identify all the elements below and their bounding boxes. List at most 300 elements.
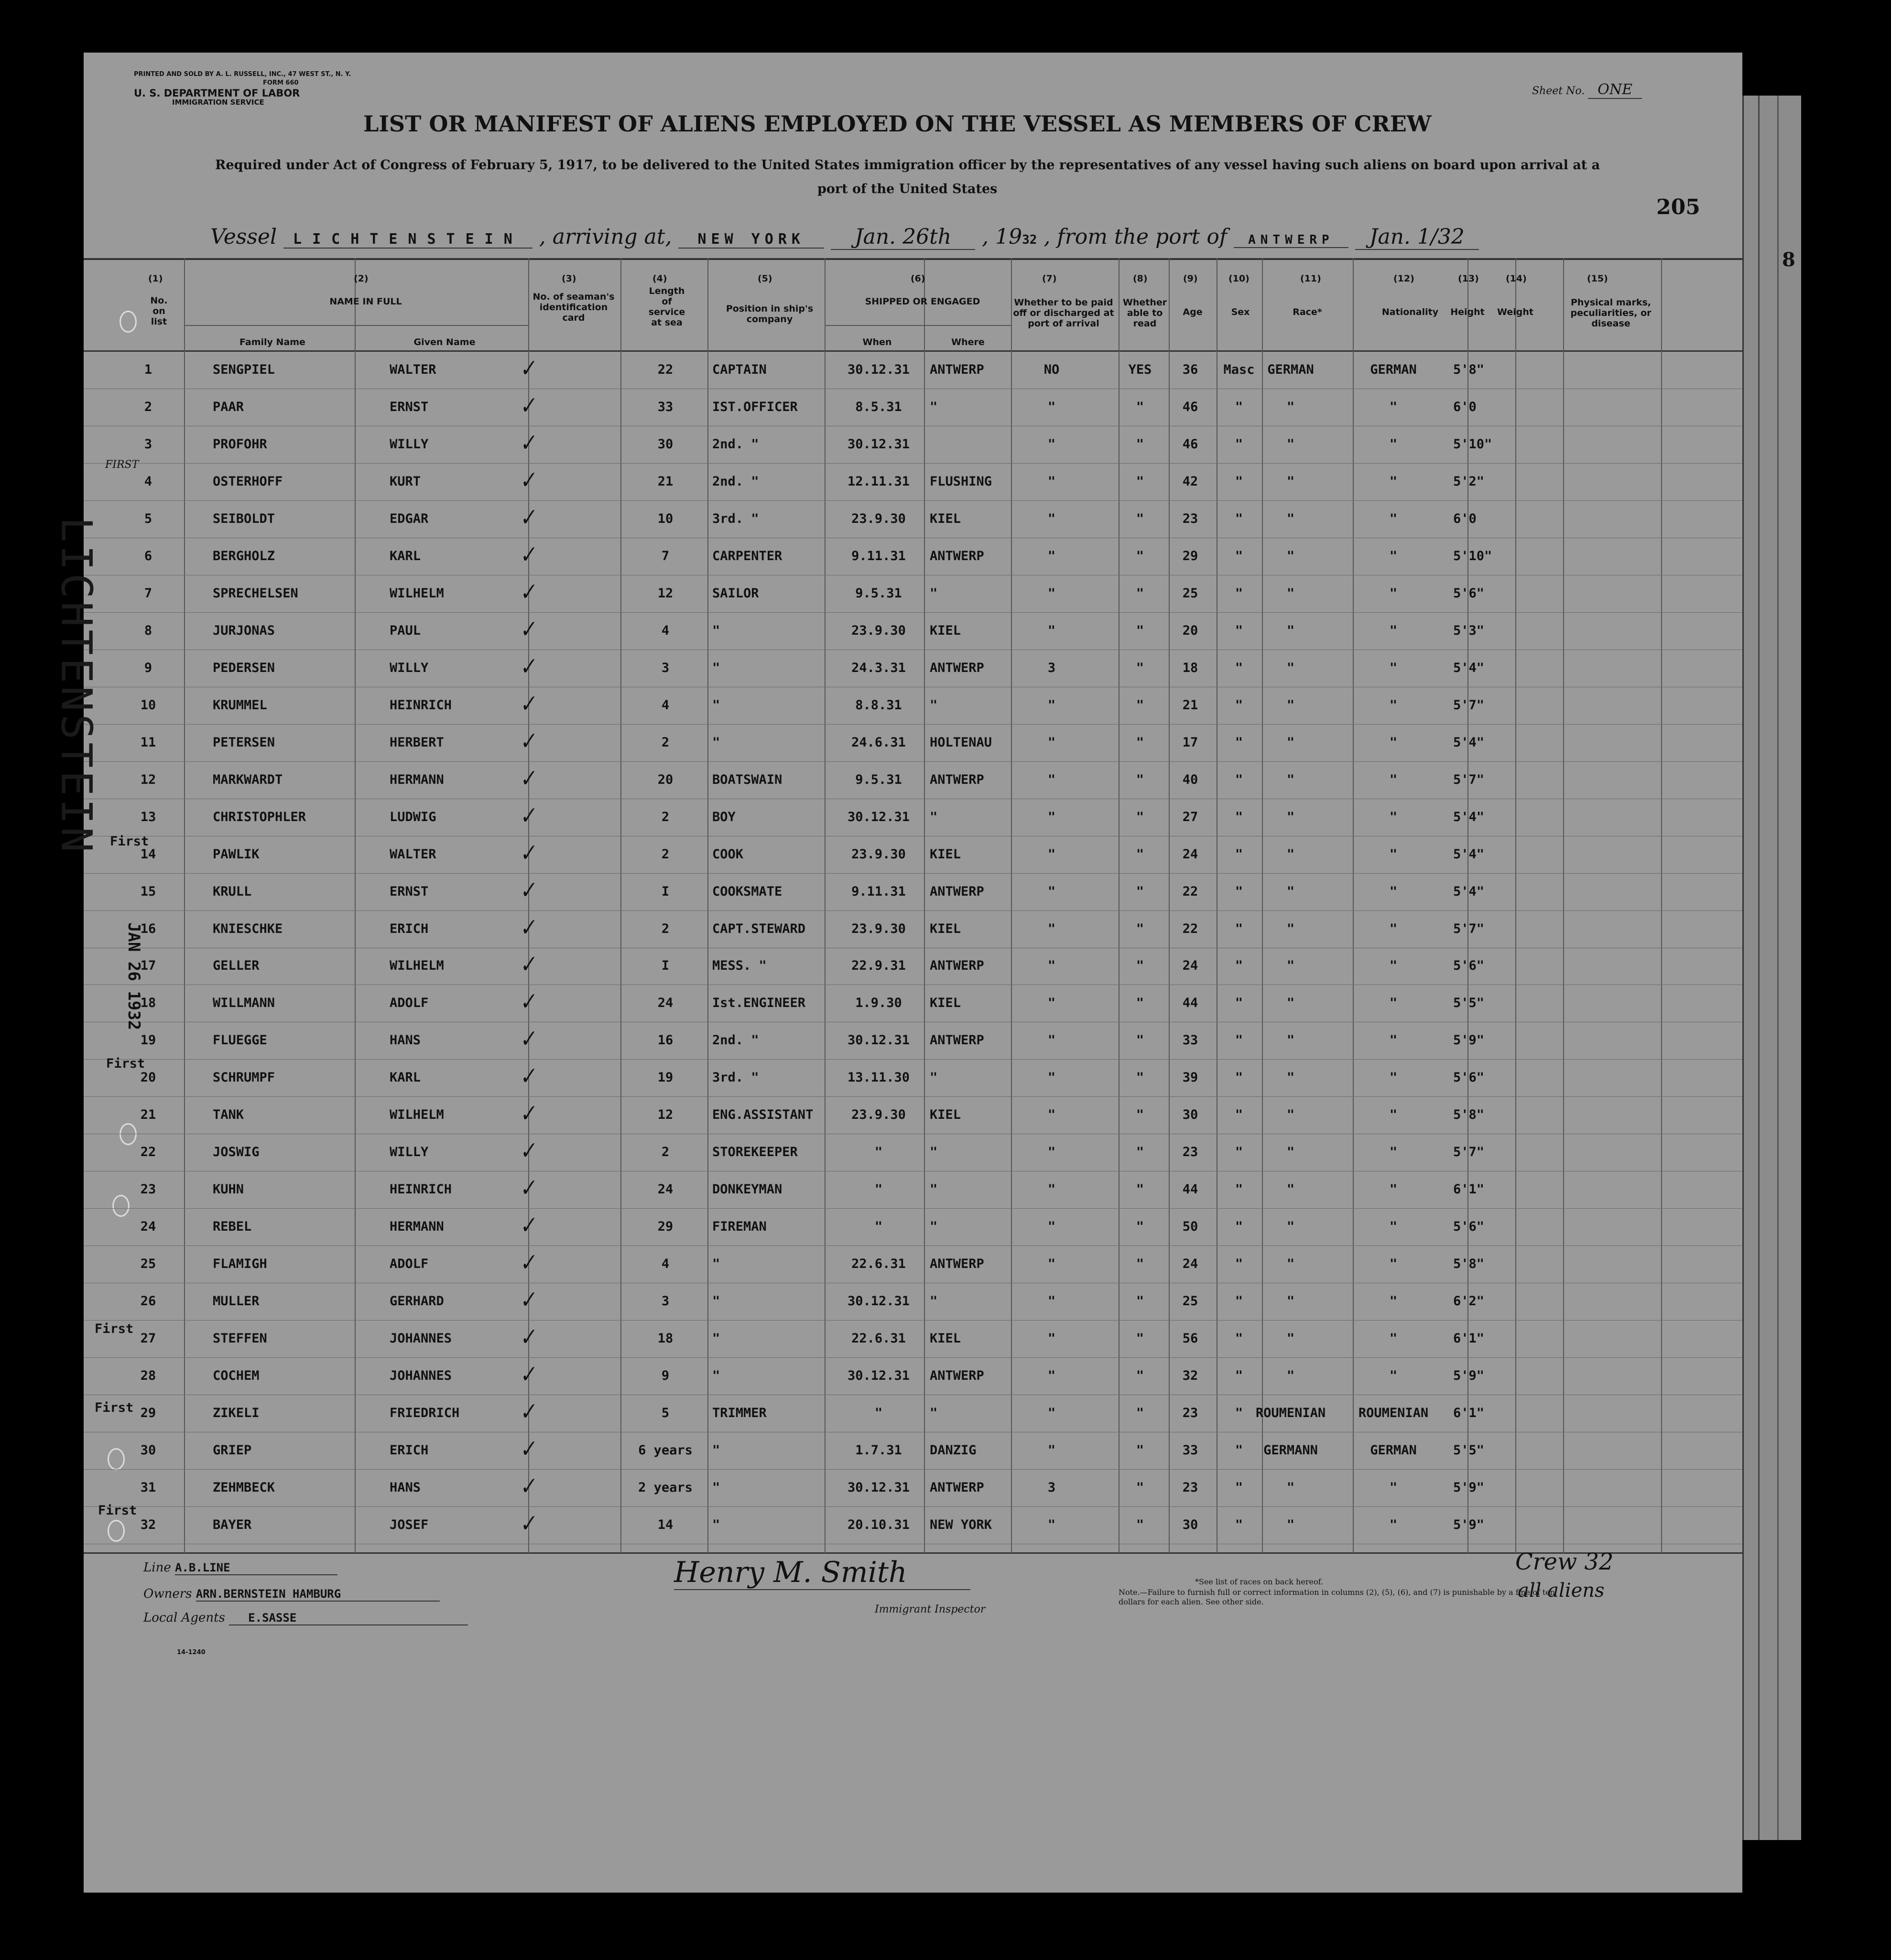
position: 3rd. "	[712, 1070, 759, 1085]
race: "	[1286, 623, 1295, 638]
header-where: Where	[951, 337, 985, 347]
shipped-where: KIEL	[930, 511, 961, 526]
checkmark-icon: ✓	[516, 1398, 539, 1426]
nationality: "	[1389, 1331, 1398, 1346]
shipped-where: ANTWERP	[930, 1480, 984, 1495]
shipped-where: "	[930, 1294, 938, 1309]
vessel-name: LICHTENSTEIN	[283, 231, 533, 249]
header-no-on-list: No. on list	[150, 295, 168, 327]
checkmark-icon: ✓	[516, 1249, 539, 1277]
row-rule	[84, 724, 1742, 725]
sex: "	[1235, 399, 1243, 414]
checkmark-icon: ✓	[516, 1473, 539, 1501]
age: 23	[1182, 1406, 1198, 1421]
row-rule	[84, 1059, 1742, 1060]
checkmark-icon: ✓	[516, 1026, 539, 1053]
family-name: GRIEP	[213, 1443, 252, 1458]
race: "	[1286, 436, 1295, 452]
family-name: BAYER	[213, 1517, 252, 1533]
checkmark-icon: ✓	[516, 839, 539, 867]
able-to-read: "	[1136, 436, 1144, 452]
col-rule	[1262, 258, 1263, 1553]
paid-off: "	[1047, 772, 1056, 787]
checkmark-icon: ✓	[516, 802, 539, 830]
checkmark-icon: ✓	[516, 1063, 539, 1091]
paid-off: "	[1047, 474, 1056, 489]
able-to-read: "	[1136, 548, 1144, 563]
shipped-where: ANTWERP	[930, 958, 984, 974]
sex: "	[1235, 1443, 1243, 1458]
col-rule	[1467, 258, 1468, 1553]
service-length: 19	[657, 1070, 674, 1085]
header-age: Age	[1183, 307, 1203, 317]
shipped-when: 30.12.31	[847, 809, 910, 824]
sex: "	[1235, 585, 1243, 601]
nationality: "	[1389, 1368, 1398, 1384]
height: 5'4"	[1453, 735, 1485, 750]
year-value: 32	[1022, 233, 1037, 247]
position: DONKEYMAN	[712, 1182, 782, 1197]
sex: "	[1235, 1517, 1243, 1533]
family-name: REBEL	[213, 1219, 252, 1234]
nationality: "	[1389, 585, 1398, 601]
sex: "	[1235, 1406, 1243, 1421]
service-length: 4	[661, 1256, 670, 1272]
height: 5'6"	[1453, 1219, 1485, 1234]
given-name: ADOLF	[390, 1256, 429, 1272]
able-to-read: "	[1136, 1517, 1144, 1533]
position: "	[712, 1368, 720, 1384]
shipped-when: 24.3.31	[851, 660, 906, 675]
col-num: (9)	[1183, 273, 1198, 284]
nationality: GERMAN	[1370, 362, 1417, 377]
shipped-when: 1.7.31	[855, 1443, 902, 1458]
sex: "	[1235, 809, 1243, 824]
agents-label: Local Agents	[143, 1611, 225, 1625]
service-length: 7	[661, 548, 670, 563]
family-name: SCHRUMPF	[213, 1070, 275, 1085]
position: ENG.ASSISTANT	[712, 1107, 814, 1123]
position: MESS. "	[712, 958, 767, 974]
given-name: WALTER	[390, 846, 436, 862]
shipped-where: "	[930, 1145, 938, 1160]
col-num: (10)	[1228, 273, 1250, 284]
family-name: ZEHMBECK	[213, 1480, 275, 1495]
able-to-read: "	[1136, 585, 1144, 601]
service-length: 2	[661, 1145, 670, 1160]
service-length: I	[661, 884, 670, 899]
row-number: 22	[140, 1145, 156, 1160]
able-to-read: "	[1136, 511, 1144, 526]
shipped-when: 8.5.31	[855, 399, 902, 414]
age: 46	[1182, 436, 1198, 452]
position: "	[712, 1517, 720, 1533]
row-number: 4	[144, 474, 152, 489]
height: 5'9"	[1453, 1033, 1485, 1048]
service-length: 4	[661, 623, 670, 638]
given-name: JOHANNES	[390, 1331, 452, 1346]
paid-off: "	[1047, 548, 1056, 563]
checkmark-icon: ✓	[516, 466, 539, 495]
able-to-read: "	[1136, 772, 1144, 787]
row-rule	[84, 463, 1742, 464]
able-to-read: YES	[1128, 362, 1152, 377]
margin-first-31: First	[98, 1503, 137, 1518]
position: Ist.ENGINEER	[712, 996, 806, 1011]
family-name: PAWLIK	[213, 846, 260, 862]
able-to-read: "	[1136, 1145, 1144, 1160]
sex: "	[1235, 1480, 1243, 1495]
paid-off: "	[1047, 399, 1056, 414]
able-to-read: "	[1136, 1294, 1144, 1309]
sex: Masc	[1223, 362, 1255, 377]
family-name: SEIBOLDT	[213, 511, 275, 526]
sheet-number: ONE	[1588, 81, 1642, 99]
race: GERMAN	[1267, 362, 1314, 377]
shipped-when: "	[874, 1406, 883, 1421]
tab-number: 8	[1782, 249, 1795, 271]
nationality: "	[1389, 436, 1398, 452]
age: 30	[1182, 1517, 1198, 1533]
race: "	[1286, 1294, 1295, 1309]
family-name: TANK	[213, 1107, 244, 1123]
age: 29	[1182, 548, 1198, 563]
col-rule	[1169, 258, 1170, 1553]
row-number: 2	[144, 399, 152, 414]
col-num: (13)	[1458, 273, 1479, 284]
checkmark-icon: ✓	[516, 1323, 539, 1352]
able-to-read: "	[1136, 1368, 1144, 1384]
given-name: FRIEDRICH	[390, 1406, 460, 1421]
shipped-when: 9.5.31	[855, 772, 902, 787]
position: "	[712, 1256, 720, 1272]
age: 44	[1182, 1182, 1198, 1197]
family-name: MARKWARDT	[213, 772, 283, 787]
sex: "	[1235, 548, 1243, 563]
given-name: HEINRICH	[390, 1182, 452, 1197]
race: "	[1286, 1033, 1295, 1048]
from-label: , from the port of	[1043, 225, 1228, 249]
header-id-card: No. of seaman's identification card	[533, 292, 615, 323]
shipped-where: "	[930, 399, 938, 414]
nationality: "	[1389, 1480, 1398, 1495]
sex: "	[1235, 1145, 1243, 1160]
paid-off: "	[1047, 1033, 1056, 1048]
checkmark-icon: ✓	[516, 727, 539, 755]
header-race: Race*	[1293, 307, 1322, 317]
able-to-read: "	[1136, 1443, 1144, 1458]
sex: "	[1235, 1294, 1243, 1309]
from-port: ANTWERP	[1234, 233, 1348, 248]
given-name: JOSEF	[390, 1517, 429, 1533]
given-name: ERICH	[390, 1443, 429, 1458]
able-to-read: "	[1136, 921, 1144, 936]
shipped-where: ANTWERP	[930, 1256, 984, 1272]
shipped-when: 9.11.31	[851, 548, 906, 563]
position: "	[712, 1443, 720, 1458]
shipped-when: 30.12.31	[847, 362, 910, 377]
checkmark-icon: ✓	[516, 1435, 539, 1463]
row-rule	[84, 761, 1742, 762]
race: "	[1286, 1182, 1295, 1197]
position: TRIMMER	[712, 1406, 767, 1421]
row-rule	[84, 873, 1742, 874]
shipped-where: "	[930, 697, 938, 713]
sex: "	[1235, 660, 1243, 675]
shipped-when: 9.5.31	[855, 585, 902, 601]
checkmark-icon: ✓	[516, 578, 539, 606]
race: "	[1286, 1480, 1295, 1495]
shipped-when: 23.9.30	[851, 511, 906, 526]
checkmark-icon: ✓	[516, 429, 539, 457]
position: SAILOR	[712, 585, 759, 601]
shipped-where: NEW YORK	[930, 1517, 992, 1533]
paid-off: "	[1047, 1256, 1056, 1272]
position: "	[712, 735, 720, 750]
height: 5'4"	[1453, 809, 1485, 824]
given-name: LUDWIG	[390, 809, 436, 824]
row-number: 23	[140, 1182, 156, 1197]
position: 2nd. "	[712, 1033, 759, 1048]
height: 5'6"	[1453, 585, 1485, 601]
col-rule	[825, 258, 826, 1553]
service-length: I	[661, 958, 670, 974]
shipped-where: ANTWERP	[930, 1033, 984, 1048]
margin-first-28: First	[95, 1400, 134, 1415]
col-num: (4)	[652, 273, 667, 284]
age: 39	[1182, 1070, 1198, 1085]
shipped-where: HOLTENAU	[930, 735, 992, 750]
family-name: KUHN	[213, 1182, 244, 1197]
service-length: 12	[657, 1107, 674, 1123]
family-name: COCHEM	[213, 1368, 260, 1384]
age: 22	[1182, 921, 1198, 936]
able-to-read: "	[1136, 958, 1144, 974]
service-length: 14	[657, 1517, 674, 1533]
col-num: (5)	[758, 273, 772, 284]
age: 27	[1182, 809, 1198, 824]
given-name: HERMANN	[390, 772, 444, 787]
sex: "	[1235, 735, 1243, 750]
family-name: KRULL	[213, 884, 252, 899]
paid-off: "	[1047, 1443, 1056, 1458]
nationality: "	[1389, 846, 1398, 862]
family-name: WILLMANN	[213, 996, 275, 1011]
col-rule	[1011, 258, 1012, 1553]
sex: "	[1235, 1219, 1243, 1234]
checkmark-icon: ✓	[516, 988, 539, 1016]
checkmark-icon: ✓	[516, 392, 539, 420]
race: "	[1286, 474, 1295, 489]
margin-first-26: First	[95, 1321, 134, 1336]
family-name: PEDERSEN	[213, 660, 275, 675]
given-name: JOHANNES	[390, 1368, 452, 1384]
height: 5'9"	[1453, 1517, 1485, 1533]
service-length: 29	[657, 1219, 674, 1234]
family-name: BERGHOLZ	[213, 548, 275, 563]
height: 5'5"	[1453, 1443, 1485, 1458]
index-tab-strip	[1742, 96, 1801, 1840]
family-name: MULLER	[213, 1294, 260, 1309]
paid-off: "	[1047, 1331, 1056, 1346]
given-name: GERHARD	[390, 1294, 444, 1309]
col-rule	[620, 258, 621, 1553]
able-to-read: "	[1136, 884, 1144, 899]
service-length: 3	[661, 1294, 670, 1309]
paid-off: "	[1047, 958, 1056, 974]
height: 5'4"	[1453, 884, 1485, 899]
shipped-when: 1.9.30	[855, 996, 902, 1011]
paid-off: NO	[1043, 362, 1060, 377]
paid-off: "	[1047, 511, 1056, 526]
able-to-read: "	[1136, 1331, 1144, 1346]
age: 50	[1182, 1219, 1198, 1234]
service-length: 12	[657, 585, 674, 601]
shipped-when: 8.8.31	[855, 697, 902, 713]
race: GERMANN	[1263, 1443, 1318, 1458]
height: 5'2"	[1453, 474, 1485, 489]
shipped-where: "	[930, 585, 938, 601]
age: 44	[1182, 996, 1198, 1011]
subheader-rule	[825, 325, 1011, 326]
nationality: "	[1389, 548, 1398, 563]
checkmark-icon: ✓	[516, 653, 539, 681]
departure-date: Jan. 1/32	[1355, 225, 1479, 250]
age: 42	[1182, 474, 1198, 489]
position: "	[712, 660, 720, 675]
row-number: 19	[140, 1033, 156, 1048]
checkmark-icon: ✓	[516, 1361, 539, 1389]
able-to-read: "	[1136, 846, 1144, 862]
nationality: "	[1389, 958, 1398, 974]
sex: "	[1235, 772, 1243, 787]
checkmark-icon: ✓	[516, 355, 539, 383]
height: 5'7"	[1453, 772, 1485, 787]
paid-off: "	[1047, 884, 1056, 899]
family-name: JOSWIG	[213, 1145, 260, 1160]
service-length: 2 years	[638, 1480, 693, 1495]
position: "	[712, 697, 720, 713]
sex: "	[1235, 1107, 1243, 1123]
sex: "	[1235, 996, 1243, 1011]
age: 36	[1182, 362, 1198, 377]
header-name-in-full: NAME IN FULL	[329, 296, 402, 307]
footer-form-code: 14-1240	[177, 1649, 206, 1656]
able-to-read: "	[1136, 474, 1144, 489]
row-number: 16	[140, 921, 156, 936]
race: "	[1286, 1331, 1295, 1346]
nationality: "	[1389, 1294, 1398, 1309]
given-name: ERICH	[390, 921, 429, 936]
crew-total-note: Crew 32	[1515, 1549, 1614, 1575]
height: 6'0	[1453, 399, 1477, 414]
given-name: KURT	[390, 474, 421, 489]
service-length: 30	[657, 436, 674, 452]
shipped-when: 12.11.31	[847, 474, 910, 489]
position: BOY	[712, 809, 736, 824]
nationality: "	[1389, 511, 1398, 526]
sex: "	[1235, 1182, 1243, 1197]
paid-off: "	[1047, 1368, 1056, 1384]
paid-off: "	[1047, 1219, 1056, 1234]
paid-off: "	[1047, 921, 1056, 936]
service-length: 2	[661, 735, 670, 750]
shipped-where: ANTWERP	[930, 548, 984, 563]
row-rule	[84, 1320, 1742, 1321]
sex: "	[1235, 474, 1243, 489]
position: CAPT.STEWARD	[712, 921, 806, 936]
service-length: 22	[657, 362, 674, 377]
able-to-read: "	[1136, 1256, 1144, 1272]
service-length: 24	[657, 1182, 674, 1197]
family-name: CHRISTOPHLER	[213, 809, 306, 824]
paid-off: "	[1047, 1107, 1056, 1123]
position: 2nd. "	[712, 436, 759, 452]
row-number: 26	[140, 1294, 156, 1309]
table-top-rule	[84, 258, 1742, 260]
sex: "	[1235, 511, 1243, 526]
given-name: WALTER	[390, 362, 436, 377]
sex: "	[1235, 958, 1243, 974]
sex: "	[1235, 921, 1243, 936]
row-rule	[84, 612, 1742, 613]
col-rule	[1515, 258, 1516, 1553]
able-to-read: "	[1136, 1480, 1144, 1495]
col-num: (12)	[1393, 273, 1414, 284]
paid-off: "	[1047, 585, 1056, 601]
subheader-rule	[184, 325, 528, 326]
family-name: PROFOHR	[213, 436, 267, 452]
shipped-when: "	[874, 1145, 883, 1160]
row-rule	[84, 1208, 1742, 1209]
able-to-read: "	[1136, 809, 1144, 824]
given-name: WILHELM	[390, 585, 444, 601]
family-name: FLAMIGH	[213, 1256, 267, 1272]
height: 6'1"	[1453, 1406, 1485, 1421]
form-number: FORM 660	[263, 79, 299, 87]
checkmark-icon: ✓	[516, 765, 539, 792]
nationality: "	[1389, 1256, 1398, 1272]
shipped-when: 23.9.30	[851, 623, 906, 638]
shipped-when: 20.10.31	[847, 1517, 910, 1533]
height: 5'6"	[1453, 1070, 1485, 1085]
age: 24	[1182, 846, 1198, 862]
family-name: GELLER	[213, 958, 260, 974]
race: "	[1286, 772, 1295, 787]
row-number: 12	[140, 772, 156, 787]
shipped-when: "	[874, 1182, 883, 1197]
given-name: ERNST	[390, 884, 429, 899]
shipped-where: "	[930, 1070, 938, 1085]
checkmark-icon: ✓	[516, 1100, 539, 1128]
header-able-read: Whether able to read	[1122, 297, 1167, 329]
given-name: WILLY	[390, 660, 429, 675]
owners-label: Owners	[143, 1587, 192, 1601]
nationality: ROUMENIAN	[1358, 1406, 1429, 1421]
footer-line	[143, 1560, 337, 1575]
able-to-read: "	[1136, 1070, 1144, 1085]
row-number: 27	[140, 1331, 156, 1346]
shipped-where: KIEL	[930, 996, 961, 1011]
sex: "	[1235, 1256, 1243, 1272]
service-length: 2	[661, 809, 670, 824]
penalty-note: Note.—Failure to furnish full or correct information in columns (2), (5), (6), and (7) is punishable by a fine of ten dollars for each alien. See other side.	[1119, 1588, 1555, 1606]
nationality: "	[1389, 772, 1398, 787]
row-rule	[84, 1245, 1742, 1246]
service-length: 21	[657, 474, 674, 489]
age: 56	[1182, 1331, 1198, 1346]
service-length: 18	[657, 1331, 674, 1346]
